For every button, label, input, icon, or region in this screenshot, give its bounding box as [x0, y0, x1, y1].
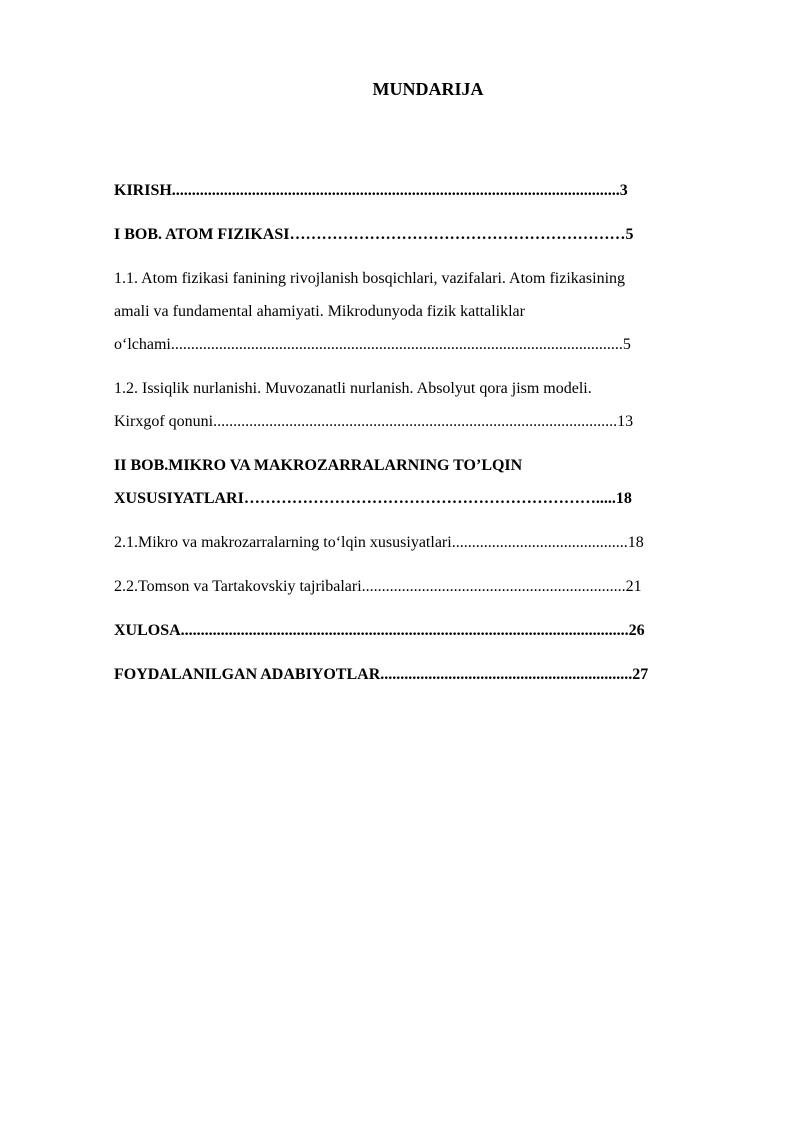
toc-line: Kirxgof qonuni.....................................................................................................13 — [114, 413, 634, 430]
toc-entry-xulosa — [114, 614, 744, 647]
toc-line: II BOB.MIKRO VA MAKROZARRALARNING TO’LQIN — [114, 457, 523, 474]
toc-line: KIRISH................................................................................................................3 — [114, 182, 628, 199]
toc-entry-section-2-1 — [114, 526, 744, 559]
toc-line: XULOSA................................................................................................................26 — [114, 622, 645, 639]
toc-line: 2.2.Tomson va Tartakovskiy tajribalari..................................................................21 — [114, 578, 642, 595]
toc-line: 1.1. Atom fizikasi fanining rivojlanish bosqichlari, vazifalari. Atom fizikasining — [114, 270, 626, 287]
toc-line: amali va fundamental ahamiyati. Mikrodunyoda fizik kattaliklar — [114, 303, 525, 320]
toc-line: XUSUSIYATLARI………………………………………………………….....18 — [114, 490, 632, 507]
toc-entry-kirish — [114, 174, 744, 207]
toc-entry-section-2-2 — [114, 570, 744, 603]
toc-entry-section-1-2 — [114, 372, 744, 438]
toc-line: o‘lchami.................................................................................................................5 — [114, 336, 631, 353]
table-of-contents — [114, 174, 744, 691]
toc-line: 2.1.Mikro va makrozarralarning to‘lqin xususiyatlari............................................18 — [114, 534, 644, 551]
toc-line: FOYDALANILGAN ADABIYOTLAR...............................................................27 — [114, 666, 649, 683]
toc-line: 1.2. Issiqlik nurlanishi. Muvozanatli nurlanish. Absolyut qora jism modeli. — [114, 380, 592, 397]
page-title: MUNDARIJA — [372, 79, 484, 99]
toc-entry-bibliography — [114, 658, 744, 691]
toc-entry-chapter-2 — [114, 449, 744, 515]
toc-entry-chapter-1 — [114, 218, 744, 251]
toc-entry-section-1-1 — [114, 262, 744, 361]
toc-line: I BOB. ATOM FIZIKASI………………………………………………………5 — [114, 226, 634, 243]
